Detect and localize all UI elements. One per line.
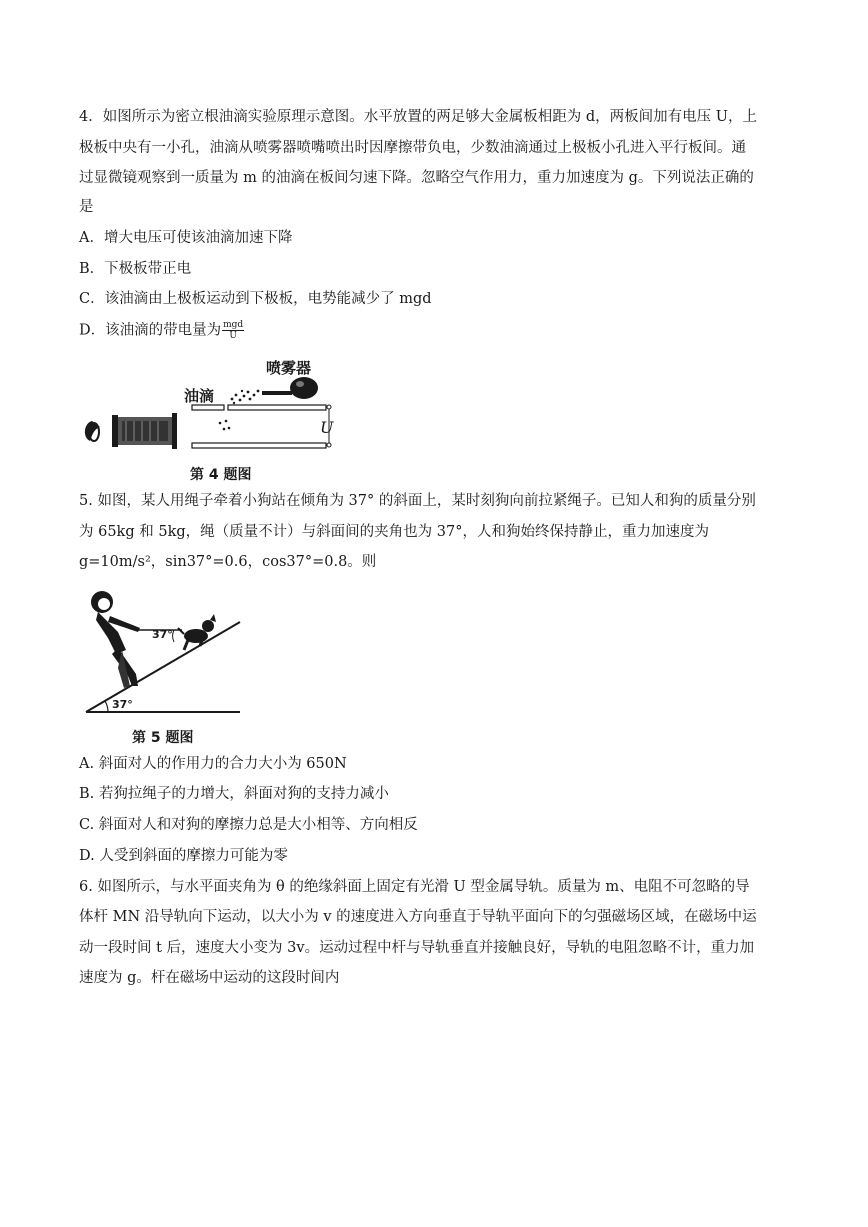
- slope-angle-label: 37°: [112, 698, 133, 711]
- q6-line-4: 速度为 g。杆在磁场中运动的这段时间内: [79, 970, 340, 986]
- q5-line-2: 为 65kg 和 5kg，绳（质量不计）与斜面间的夹角也为 37°，人和狗始终保持静止，重力加速度为: [79, 524, 709, 540]
- q4-line-2: 极板中央有一小孔，油滴从喷雾器喷嘴喷出时因摩擦带负电，少数油滴通过上极板小孔进入平行板间。通: [79, 140, 746, 156]
- upper-plate-right: [228, 405, 326, 410]
- dog-figure: [178, 614, 216, 650]
- spray-droplets: [231, 390, 260, 405]
- q6-line-2: 体杆 MN 沿导轨向下运动，以大小为 v 的速度进入方向垂直于导轨平面向下的匀强磁场区域，在磁场中运: [79, 909, 757, 925]
- millikan-apparatus-figure: [76, 355, 346, 465]
- upper-plate: [192, 405, 224, 410]
- q4-line-4: 是: [79, 199, 94, 215]
- q5-option-a: A. 斜面对人的作用力的合力大小为 650N: [79, 756, 347, 772]
- q4-figure-caption: 第 4 题图: [190, 467, 252, 483]
- q5-option-d: D. 人受到斜面的摩擦力可能为零: [79, 848, 288, 864]
- oil-drop-label: 油滴: [184, 387, 215, 405]
- q4-option-a: A．增大电压可使该油滴加速下降: [79, 230, 293, 246]
- q5-line-3: g=10m/s²，sin37°=0.6，cos37°=0.8。则: [79, 554, 377, 570]
- microscope-icon: [112, 413, 177, 449]
- charge-fraction: [222, 320, 244, 341]
- q6-line-3: 动一段时间 t 后，速度大小变为 3v。运动过程中杆与导轨垂直并接触良好，导轨的电阻忽略不计，重力加: [79, 940, 755, 956]
- q4-option-c: C．该油滴由上极板运动到下极板，电势能减少了 mgd: [79, 291, 432, 307]
- q5-option-b: B. 若狗拉绳子的力增大，斜面对狗的支持力减小: [79, 786, 389, 802]
- sprayer-label: 喷雾器: [266, 359, 312, 377]
- q4-option-d-prefix: D．该油滴的带电量为: [79, 322, 222, 339]
- q4-line-3: 过显微镜观察到一质量为 m 的油滴在板间匀速下降。忽略空气作用力，重力加速度为 g。下列说法正确的: [79, 170, 754, 186]
- rope-angle-label: 37°: [152, 628, 173, 641]
- slope-figure: [78, 582, 248, 717]
- q5-line-1: 5. 如图，某人用绳子牵着小狗站在倾角为 37° 的斜面上，某时刻狗向前拉紧绳子。已知人和狗的质量分别: [79, 493, 756, 509]
- person-figure: [91, 591, 140, 688]
- q6-line-1: 6. 如图所示，与水平面夹角为 θ 的绝缘斜面上固定有光滑 U 型金属导轨。质量为 m、电阻不可忽略的导: [79, 879, 750, 895]
- sprayer-icon: [262, 377, 318, 399]
- fraction-numerator: mgd: [223, 320, 244, 330]
- q4-option-d: [79, 320, 244, 341]
- q4-option-b: B．下极板带正电: [79, 261, 192, 277]
- voltage-label: U: [320, 418, 334, 437]
- q4-line-1: 4．如图所示为密立根油滴实验原理示意图。水平放置的两足够大金属板相距为 d，两板间加有电压 U，上: [79, 109, 757, 125]
- lower-plate: [192, 443, 326, 448]
- q5-figure-caption: 第 5 题图: [132, 730, 194, 746]
- q5-option-c: C. 斜面对人和对狗的摩擦力总是大小相等、方向相反: [79, 817, 418, 833]
- fraction-denominator: U: [229, 331, 237, 341]
